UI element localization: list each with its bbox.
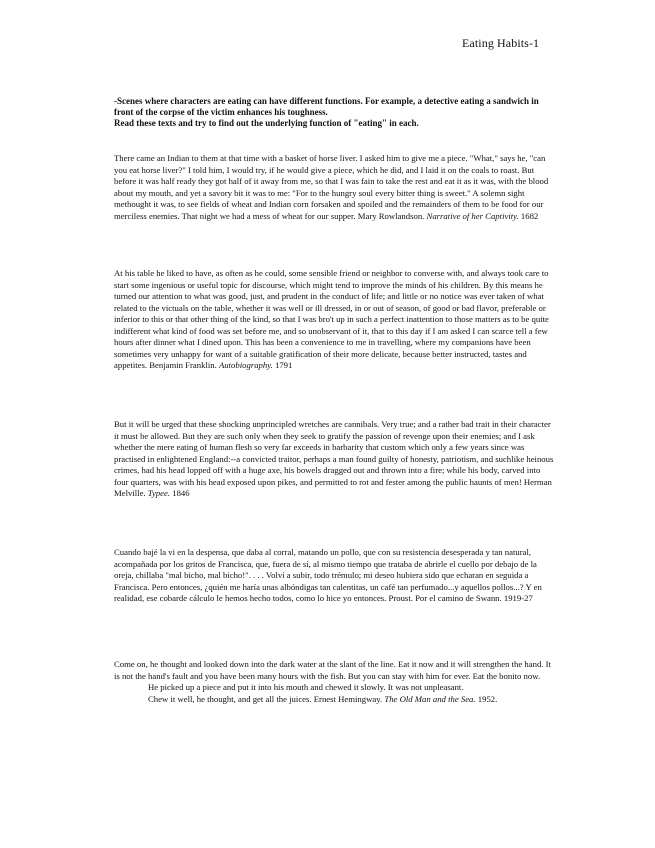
passage-source: Typee. — [147, 488, 171, 498]
passage-hemingway — [114, 659, 556, 705]
passage-year: 1846 — [170, 488, 190, 498]
page-header-title: Eating Habits-1 — [462, 36, 540, 50]
passage-year: 1791 — [272, 360, 293, 370]
passage-text: But it will be urged that these shocking unprincipled wretches are cannibals. Very true; and a rather bad trait in their character it must be allowed. But they are such only when they seek to gratify the passion of revenge upon their enemies; and I ask whether the mere eating of human flesh so very far exceeds in barbarity that custom which only a few years since was practised in enlightened England:--a convicted traitor, perhaps a man found guilty of honesty, patriotism, and suchlike heinous crimes, had his head lopped off with a huge axe, his bowels dragged out and thrown into a fire; while his body, carved into four quarters, was with his head exposed upon pikes, and permitted to rot and fester among the public haunts of men! Herman Melville. — [114, 419, 554, 498]
passage-source: Narrative of her Captivity. — [426, 210, 519, 221]
instructions-line-2: Read these texts and try to find out the underlying function of "eating" in each. — [114, 118, 419, 128]
passage-proust — [114, 547, 556, 605]
passage-year: 1952. — [475, 693, 498, 704]
passage-rowlandson — [114, 153, 556, 222]
passage-year: 1682 — [518, 210, 539, 221]
passage-text: There came an Indian to them at that time with a basket of horse liver. I asked him to give me a piece. "What," says he, "can you eat horse liver?" I told him, I would try, if he would give a piece, which he did, and I laid it on the coals to roast. But before it was half ready they got half of it away from me, so that I was fain to take the rest and eat it as it was, with the blood about my mouth, and yet a savory bit it was to me: "For to the hungry soul every bitter thing is sweet." A solemn sight methought it was, to see fields of wheat and Indian corn forsaken and spoiled and the remainders of them to be food for our merciless enemies. That night we had a mess of wheat for our supper. Mary Rowlandson. — [114, 153, 549, 221]
instructions-line-1: -Scenes where characters are eating can have different functions. For example, a detective eating a sandwich in front of the corpse of the victim enhances his toughness. — [114, 96, 539, 117]
passage-text: Come on, he thought and looked down into the dark water at the slant of the line. Eat it now and it will strengthen the hand. It is not the hand's fault and you have been many hours with the fish. But you can stay with him for ever. Eat the bonito now. — [114, 659, 551, 681]
passage-source: Autobiography. — [218, 360, 273, 370]
passage-line — [114, 694, 556, 706]
passage-melville — [114, 419, 556, 500]
passage-paragraph — [114, 547, 556, 605]
passage-text: Cuando bajé la vi en la despensa, que daba al corral, matando un pollo, que con su resistencia desesperada y tan natural, acompañada por los gritos de Francisca, que, fuera de sí, al mismo tiempo que trataba de abrirle el cuello por debajo de la oreja, chillaba "mal bicho, mal bicho!". . . . Volví a subir, todo trémulo; mi deseo hubiera sido que echaran en seguida a Francisca. Pero entonces, ¿quién me haría unas albóndigas tan calentitas, un café tan perfumado...y aquellos pollos...? Y en realidad, ese cobarde cálculo le hemos hecho todos, como lo hice yo entonces. Proust. Por el camino de Swann. 1919-27 — [114, 547, 542, 603]
passage-text: Chew it well, he thought, and get all the juices. Ernest Hemingway. — [148, 693, 385, 704]
passage-paragraph — [114, 153, 556, 222]
passage-franklin — [114, 268, 556, 372]
instructions — [114, 96, 554, 129]
passage-paragraph — [114, 419, 556, 500]
passage-text: At his table he liked to have, as often as he could, some sensible friend or neighbor to converse with, and always took care to start some ingenious or useful topic for discourse, which might tend to improve the minds of his children. By this means he turned our attention to what was good, just, and prudent in the conduct of life; and little or no notice was ever taken of what related to the victuals on the table, whether it was well or ill dressed, in or out of season, of good or bad flavor, preferable or inferior to this or that other thing of the kind, so that I was bro't up in such a perfect inattention to those matters as to be quite indifferent what kind of food was set before me, and so unobservant of it, that to this day if I am asked I can scarce tell a few hours after dinner what I dined upon. This has been a convenience to me in travelling, where my companions have been sometimes very unhappy for want of a suitable gratification of their more delicate, because better instructed, tastes and appetites. Benjamin Franklin. — [114, 268, 549, 370]
passage-line: He picked up a piece and put it into his mouth and chewed it slowly. It was not unpleasant. — [148, 682, 464, 692]
passage-source: The Old Man and the Sea. — [384, 693, 476, 704]
passage-paragraph — [114, 268, 556, 372]
passage-paragraph — [114, 659, 556, 682]
